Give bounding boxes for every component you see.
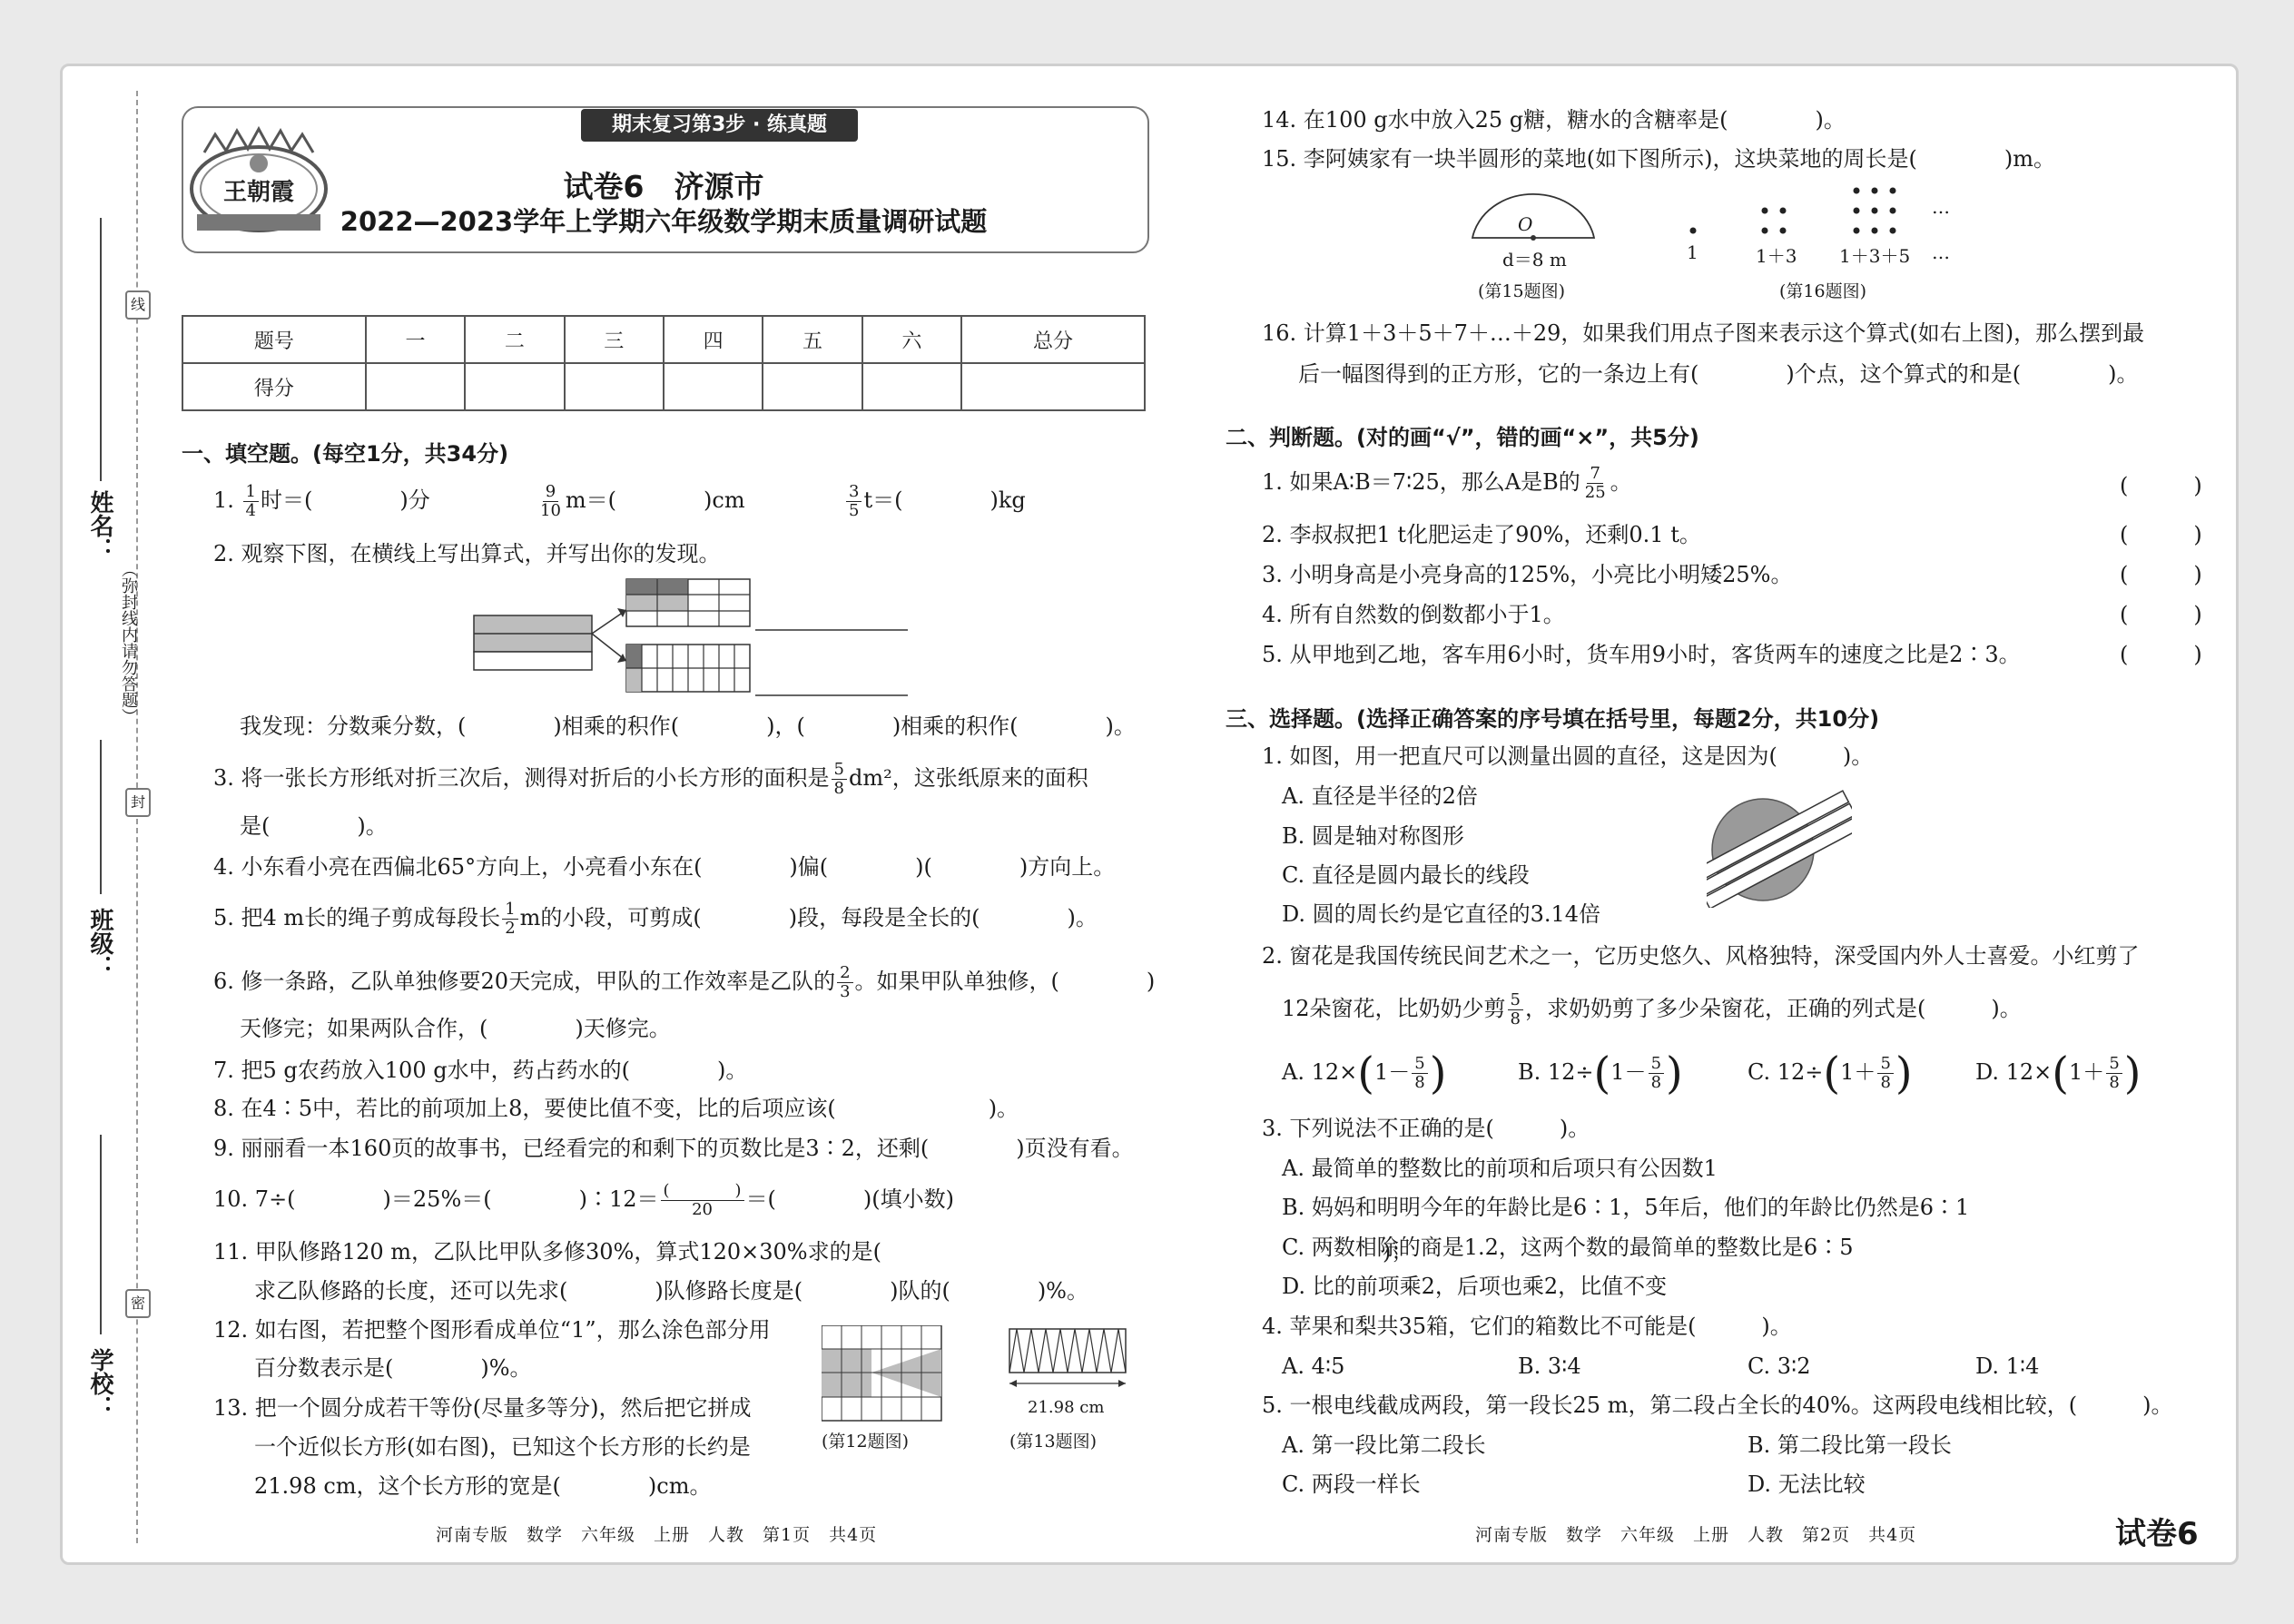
choice-q4-option-a[interactable]: A. 4∶5	[1282, 1353, 1345, 1379]
fraction: $\frac{5}{8}$	[1649, 1055, 1664, 1092]
choice-q2-option-c[interactable]: C. 12÷(1＋ $\frac{5}{8}$ )	[1748, 1048, 1913, 1099]
score-cell[interactable]	[763, 363, 861, 410]
class-line	[100, 740, 102, 894]
answer-paren[interactable]: ( )	[2120, 602, 2202, 627]
score-header-cell: 三	[565, 316, 664, 363]
q2-finding: 我发现：分数乘分数，( )相乘的积作( )，( )相乘的积作( )。	[240, 714, 1136, 739]
q12: 12. 如右图，若把整个图形看成单位“1”，那么涂色部分用	[213, 1317, 771, 1343]
score-cell[interactable]	[565, 363, 664, 410]
fraction: $\frac{2}{3}$	[837, 964, 852, 1001]
seal-mark-seal: 封	[125, 788, 151, 817]
q11: 11. 甲队修路120 m，乙队比甲队多修30%，算式120×30%求的是( )；	[213, 1239, 1413, 1265]
section3-heading: 三、选择题。(选择正确答案的序号填在括号里，每题2分，共10分)	[1226, 706, 1880, 732]
school-label: 学校：	[86, 1348, 113, 1419]
choice-q5-option-d[interactable]: D. 无法比较	[1748, 1471, 1866, 1497]
choice-q2-option-d[interactable]: D. 12×(1＋ $\frac{5}{8}$ )	[1975, 1048, 2141, 1099]
q15: 15. 李阿姨家有一块半圆形的菜地(如下图所示)，这块菜地的周长是( )m。	[1262, 146, 2056, 172]
name-line	[100, 218, 102, 481]
circle-ruler-figure	[1707, 790, 1852, 908]
fig15-diameter-label: d＝8 m	[1502, 249, 1567, 271]
choice-q1: 1. 如图，用一把直尺可以测量出圆的直径，这是因为( )。	[1262, 743, 1874, 769]
score-header-cell: 二	[465, 316, 564, 363]
score-cell[interactable]	[366, 363, 465, 410]
fraction: $\frac{( )}{20}$	[661, 1182, 744, 1219]
q12-cont: 百分数表示是( )%。	[254, 1355, 532, 1381]
judge-q1: 1. 如果A∶B＝7∶25，那么A是B的 $\frac{7}{25}$ 。	[1262, 464, 1632, 502]
judge-q4: 4. 所有自然数的倒数都小于1。	[1262, 602, 1565, 627]
choice-q3-option-c[interactable]: C. 两数相除的商是1.2，这两个数的最简单的整数比是6∶5	[1282, 1235, 1854, 1260]
score-cell[interactable]	[862, 363, 961, 410]
q1-c: $\frac{3}{5}$ t＝( )kg	[844, 483, 1026, 520]
fig16-ellipsis-bottom: …	[1932, 241, 1950, 263]
choice-q1-option-c[interactable]: C. 直径是圆内最长的线段	[1282, 862, 1530, 888]
fraction: $\frac{3}{5}$	[846, 483, 861, 520]
school-line	[100, 1135, 102, 1334]
q13: 13. 把一个圆分成若干等份(尽量多等分)，然后把它拼成	[213, 1395, 752, 1421]
q10: 10. 7÷( )＝25%＝( )∶12＝ $\frac{( )}{20}$ ＝( )(填小数)	[213, 1181, 955, 1219]
q16: 16. 计算1＋3＋5＋7＋…＋29，如果我们用点子图来表示这个算式(如右上图)，那么摆到最	[1262, 320, 2145, 346]
choice-q2-option-a[interactable]: A. 12×(1－ $\frac{5}{8}$ )	[1282, 1048, 1447, 1099]
score-header-cell: 一	[366, 316, 465, 363]
fig16-label-2: 1＋3	[1756, 245, 1797, 267]
choice-q5-option-c[interactable]: C. 两段一样长	[1282, 1471, 1421, 1497]
fraction: $\frac{1}{4}$	[243, 483, 259, 520]
fig16-label-3: 1＋3＋5	[1839, 245, 1911, 267]
svg-text:王朝霞: 王朝霞	[222, 179, 295, 206]
q5: 5. 把4 m长的绳子剪成每段长 $\frac{1}{2}$ m的小段，可剪成( )段，每段是全长的( )。	[213, 900, 1098, 938]
fig13-length-label: 21.98 cm	[1028, 1398, 1105, 1417]
score-cell[interactable]	[664, 363, 763, 410]
fraction: $\frac{5}{8}$	[1412, 1055, 1427, 1092]
score-cell[interactable]	[465, 363, 564, 410]
q13-cont2: 21.98 cm，这个长方形的宽是( )cm。	[254, 1473, 712, 1499]
footer-left: 河南专版 数学 六年级 上册 人教 第1页 共4页	[436, 1525, 878, 1545]
choice-q3: 3. 下列说法不正确的是( )。	[1262, 1116, 1590, 1141]
fig15-semicircle	[1471, 182, 1598, 245]
q2: 2. 观察下图，在横线上写出算式，并写出你的发现。	[213, 541, 721, 566]
q14: 14. 在100 g水中放入25 g糖，糖水的含糖率是( )。	[1262, 107, 1846, 133]
choice-q5-option-a[interactable]: A. 第一段比第二段长	[1282, 1432, 1486, 1458]
q3: 3. 将一张长方形纸对折三次后，测得对折后的小长方形的面积是 $\frac{5}{8}$ dm²，这张纸原来的面积	[213, 760, 1088, 798]
score-row-label: 得分	[182, 363, 366, 410]
score-header-cell: 六	[862, 316, 961, 363]
seal-mark-secret: 密	[125, 1289, 151, 1318]
choice-q1-option-d[interactable]: D. 圆的周长约是它直径的3.14倍	[1282, 901, 1601, 927]
answer-paren[interactable]: ( )	[2120, 522, 2202, 547]
fig13-rectangle	[1008, 1327, 1135, 1400]
judge-q5: 5. 从甲地到乙地，客车用6小时，货车用9小时，客货两车的速度之比是2∶3。	[1262, 642, 2021, 667]
choice-q1-option-b[interactable]: B. 圆是轴对称图形	[1282, 823, 1464, 849]
q9: 9. 丽丽看一本160页的故事书，已经看完的和剩下的页数比是3∶2，还剩( )页没有看。	[213, 1136, 1134, 1161]
score-header-cell: 四	[664, 316, 763, 363]
fig16-label-1: 1	[1687, 241, 1698, 263]
choice-q2-option-b[interactable]: B. 12÷(1－ $\frac{5}{8}$ )	[1518, 1048, 1683, 1099]
fraction-bar-figure	[472, 574, 926, 701]
choice-q3-option-d[interactable]: D. 比的前项乘2，后项也乘2，比值不变	[1282, 1274, 1668, 1299]
seal-note: （弥封线内请勿答题）	[119, 561, 138, 724]
q6: 6. 修一条路，乙队单独修要20天完成，甲队的工作效率是乙队的 $\frac{2}{3}$ 。如果甲队单独修，( )	[213, 963, 1156, 1001]
score-header-cell: 总分	[961, 316, 1145, 363]
fig15-caption: (第15题图)	[1478, 281, 1566, 301]
q7: 7. 把5 g农药放入100 g水中，药占药水的( )。	[213, 1058, 748, 1083]
q4: 4. 小东看小亮在西偏北65°方向上，小亮看小东在( )偏( )( )方向上。	[213, 854, 1116, 880]
choice-q2-cont: 12朵窗花，比奶奶少剪 $\frac{5}{8}$ ，求奶奶剪了多少朵窗花，正确的列式是( )。	[1282, 990, 2022, 1029]
name-label: 姓名：	[86, 490, 113, 561]
footer-right: 河南专版 数学 六年级 上册 人教 第2页 共4页	[1475, 1525, 1917, 1545]
q11-cont: 求乙队修路的长度，还可以先求( )队修路长度是( )队的( )%。	[254, 1278, 1088, 1304]
choice-q5: 5. 一根电线截成两段，第一段长25 m，第二段占全长的40%。这两段电线相比较，( )。	[1262, 1393, 2173, 1418]
q3-cont: 是( )。	[240, 813, 388, 839]
class-label: 班级：	[86, 908, 113, 979]
fig12-caption: (第12题图)	[822, 1432, 910, 1452]
fraction: $\frac{5}{8}$	[832, 761, 847, 798]
section2-heading: 二、判断题。(对的画“√”，错的画“×”，共5分)	[1226, 425, 1699, 450]
choice-q1-option-a[interactable]: A. 直径是半径的2倍	[1282, 783, 1478, 809]
score-header-cell: 题号	[182, 316, 366, 363]
score-header-cell: 五	[763, 316, 861, 363]
q1-b: $\frac{9}{10}$ m＝( )cm	[536, 483, 745, 520]
q13-cont: 一个近似长方形(如右图)，已知这个长方形的长约是	[254, 1434, 751, 1460]
fig13-caption: (第13题图)	[1009, 1432, 1098, 1452]
judge-q3: 3. 小明身高是小亮身高的125%，小亮比小明矮25%。	[1262, 562, 1793, 587]
fraction: $\frac{5}{8}$	[2106, 1055, 2122, 1092]
exam-title: 试卷6 济源市	[563, 169, 764, 204]
choice-q3-option-b[interactable]: B. 妈妈和明明今年的年龄比是6∶1，5年后，他们的年龄比仍然是6∶1	[1282, 1195, 1970, 1220]
fraction: $\frac{1}{2}$	[502, 901, 517, 938]
fraction: $\frac{5}{8}$	[1877, 1055, 1893, 1092]
q16-cont: 后一幅图得到的正方形，它的一条边上有( )个点，这个算式的和是( )。	[1298, 361, 2139, 387]
q6-cont: 天修完；如果两队合作，( )天修完。	[240, 1016, 671, 1041]
fig16-ellipsis-top: …	[1932, 196, 1950, 218]
choice-q2: 2. 窗花是我国传统民间艺术之一，它历史悠久、风格独特，深受国内外人士喜爱。小红剪了	[1262, 943, 2140, 969]
answer-paren[interactable]: ( )	[2120, 642, 2202, 667]
answer-paren[interactable]: ( )	[2120, 473, 2202, 498]
choice-q4-option-b[interactable]: B. 3∶4	[1518, 1353, 1581, 1379]
answer-paren[interactable]: ( )	[2120, 562, 2202, 587]
fraction: $\frac{5}{8}$	[1508, 991, 1523, 1029]
exam-subtitle: 2022—2023学年上学期六年级数学期末质量调研试题	[340, 206, 988, 237]
fig16-caption: (第16题图)	[1779, 281, 1867, 301]
choice-q4-option-c[interactable]: C. 3∶2	[1748, 1353, 1811, 1379]
paper-number: 试卷6	[2115, 1516, 2199, 1552]
seal-mark-line: 线	[125, 290, 151, 320]
score-cell[interactable]	[961, 363, 1145, 410]
judge-q2: 2. 李叔叔把1 t化肥运走了90%，还剩0.1 t。	[1262, 522, 1701, 547]
review-banner: 期末复习第3步 · 练真题	[581, 109, 858, 142]
fraction: $\frac{9}{10}$	[540, 482, 561, 520]
fig12-grid	[822, 1325, 949, 1425]
choice-q4: 4. 苹果和梨共35箱，它们的箱数比不可能是( )。	[1262, 1314, 1792, 1339]
fraction: $\frac{7}{25}$	[1584, 464, 1606, 502]
section1-heading: 一、填空题。(每空1分，共34分)	[182, 441, 509, 467]
score-table	[182, 315, 1146, 411]
choice-q3-option-a[interactable]: A. 最简单的整数比的前项和后项只有公因数1	[1282, 1156, 1718, 1181]
q1: 1. $\frac{1}{4}$ 时＝( )分	[213, 482, 430, 520]
fig15-center-label: O	[1518, 213, 1533, 235]
q8: 8. 在4∶5中，若比的前项加上8，要使比值不变，比的后项应该( )。	[213, 1096, 1019, 1121]
choice-q5-option-b[interactable]: B. 第二段比第一段长	[1748, 1432, 1952, 1458]
choice-q4-option-d[interactable]: D. 1∶4	[1975, 1353, 2040, 1379]
